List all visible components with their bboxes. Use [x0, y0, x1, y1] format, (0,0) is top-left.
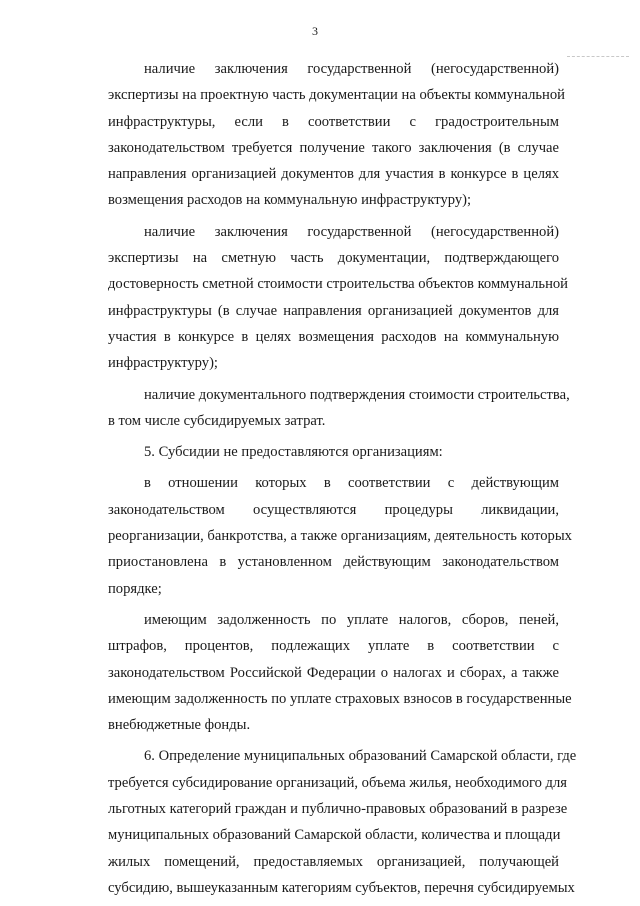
text-line: требуется субсидирование организаций, объема жилья, необходимого для: [108, 774, 567, 791]
text-line: наличие заключения государственной (негосударственной): [144, 61, 559, 77]
text-line: экспертизы на проектную часть документации на объекты коммунальной: [108, 87, 565, 104]
paragraph-tax-debt: [72, 607, 572, 738]
text-line: инфраструктуры, если в соответствии с градостроительным: [108, 113, 559, 130]
paragraph-section-5-heading: [72, 439, 559, 465]
text-line: наличие заключения государственной (негосударственной): [144, 223, 559, 240]
text-line: инфраструктуры (в случае направления организацией документов для: [108, 302, 559, 319]
text-line: реорганизации, банкротства, а также организациям, деятельность которых: [108, 528, 572, 545]
text-line: 5. Субсидии не предоставляются организациям:: [144, 444, 443, 461]
text-line: льготных категорий граждан и публично-правовых образований в разрезе: [108, 801, 568, 818]
document-body: [72, 56, 577, 906]
text-line: порядке;: [108, 580, 162, 597]
text-line: наличие документального подтверждения стоимости строительства,: [144, 386, 570, 403]
text-line: в том числе субсидируемых затрат.: [108, 412, 326, 429]
text-line: возмещения расходов на коммунальную инфраструктуру);: [108, 192, 472, 209]
text-line: в отношении которых в соответствии с действующим: [144, 475, 559, 492]
text-line: направления организацией документов для участия в конкурсе в целях: [108, 166, 559, 183]
text-line: имеющим задолженность по уплате налогов, сборов, пеней,: [144, 611, 559, 628]
text-line: участия в конкурсе в целях возмещения расходов на коммунальную: [108, 328, 559, 345]
text-line: экспертизы на сметную часть документации, подтверждающего: [108, 250, 559, 267]
text-line: приостановлена в установленном действующим законодательством: [108, 554, 559, 571]
text-line: 6. Определение муниципальных образований Самарской области, где: [144, 748, 577, 765]
text-line: штрафов, процентов, подлежащих уплате в соответствии с: [108, 638, 559, 655]
text-line: законодательством Российской Федерации о налогах и сборах, а также: [108, 664, 559, 681]
text-line: законодательством требуется получение такого заключения (в случае: [108, 139, 559, 156]
text-line: внебюджетные фонды.: [108, 717, 251, 734]
paragraph-expertise-project: [72, 56, 565, 214]
text-line: инфраструктуру);: [108, 355, 218, 372]
text-line: достоверность сметной стоимости строительства объектов коммунальной: [108, 276, 568, 293]
margin-dotted-line: [567, 56, 629, 57]
text-line: имеющим задолженность по уплате страховых взносов в государственные: [108, 690, 572, 707]
page-number: 3: [312, 24, 318, 38]
text-line: законодательством осуществляются процедуры ликвидации,: [108, 501, 559, 518]
text-line: жилых помещений, предоставляемых организацией, получающей: [108, 853, 559, 870]
paragraph-section-6: [72, 743, 577, 901]
text-line: муниципальных образований Самарской области, количества и площади: [108, 827, 561, 844]
paragraph-expertise-estimate: [72, 219, 568, 377]
paragraph-cost-confirmation: [72, 382, 570, 435]
text-line: субсидию, вышеуказанным категориям субъектов, перечня субсидируемых: [108, 879, 575, 896]
paragraph-liquidation: [72, 470, 572, 601]
